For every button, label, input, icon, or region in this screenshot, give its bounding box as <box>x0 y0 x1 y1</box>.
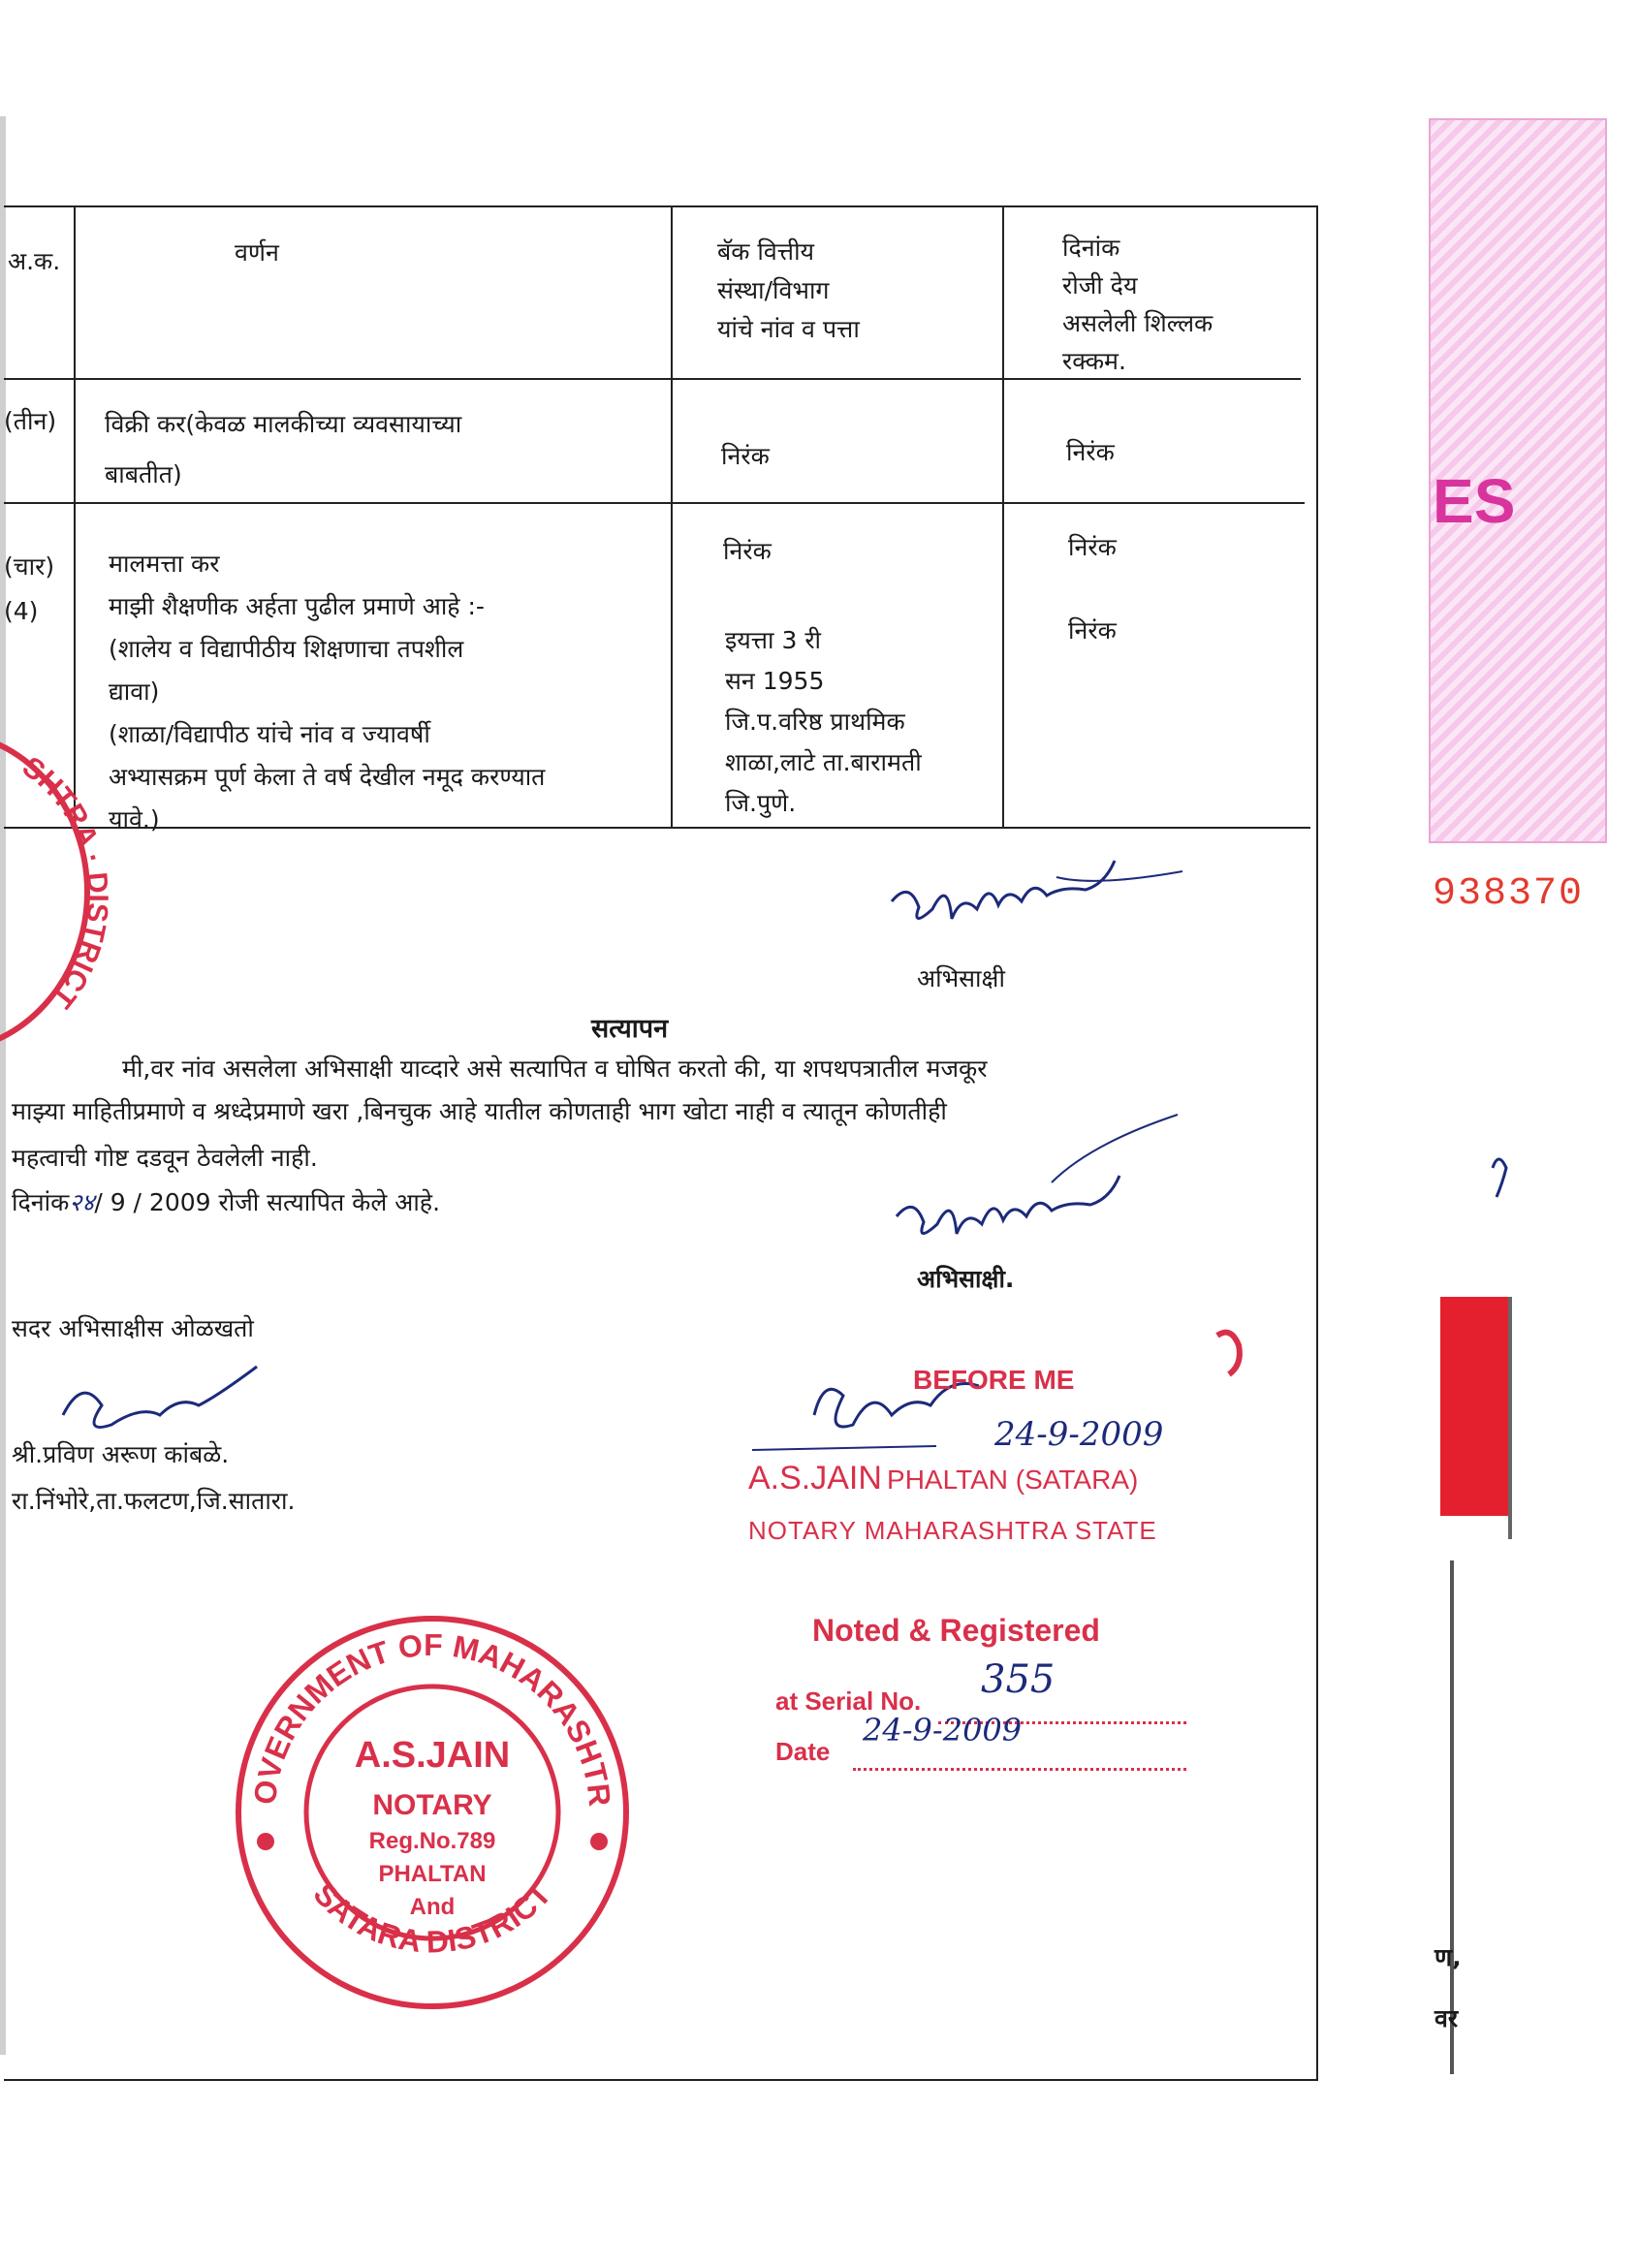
row-bank: निरंक <box>721 442 770 470</box>
verification-line: महत्वाची गोष्ट दडवून ठेवलेली नाही. <box>12 1144 318 1172</box>
side-fragment-2: वर <box>1434 2004 1459 2032</box>
seal-place: PHALTAN <box>378 1861 487 1887</box>
verification-line: मी,वर नांव असलेला अभिसाक्षी याव्दारे असे सत्यापित व घोषित करतो की, या शपथपत्रातील मजकूर <box>122 1055 988 1083</box>
identifier-address: रा.निंभोरे,ता.फलटण,जि.सातारा. <box>12 1487 296 1515</box>
row-amount: निरंक <box>1068 533 1117 561</box>
header-sn: अ.क. <box>8 247 61 275</box>
stamp-paper-number: 938370 <box>1433 872 1585 916</box>
left-seal-fragment <box>0 727 114 1056</box>
seal-outer-bottom: SATARA DISTRICT <box>306 1875 558 1960</box>
date-dotted-line <box>853 1768 1186 1771</box>
side-fragment-1: ण, <box>1434 1943 1462 1971</box>
identifier-signature <box>63 1367 257 1428</box>
before-me-stamp: BEFORE ME <box>913 1365 1075 1395</box>
verification-title: सत्यापन <box>591 1014 669 1044</box>
identifier-name: श्री.प्रविण अरूण कांबळे. <box>12 1440 230 1468</box>
seal-reg: Reg.No.789 <box>368 1828 496 1854</box>
verification-line: माझ्या माहितीप्रमाणे व श्रध्देप्रमाणे खरा ,बिनचुक आहे यातील कोणताही भाग खोटा नाही व त्यातून कोणतीही <box>12 1097 947 1125</box>
header-bank: बॅक वित्तीय संस्था/विभाग यांचे नांव व पत्ता <box>717 237 860 343</box>
row-bank-details: इयत्ता 3 री सन 1955 जि.प.वरिष्ठ प्राथमिक शाळा,लाटे ता.बारामती जि.पुणे. <box>725 626 922 817</box>
seal-and: And <box>409 1894 456 1920</box>
seal-name: A.S.JAIN <box>354 1735 511 1776</box>
round-notary-seal <box>216 1581 636 2016</box>
date-label: Date <box>775 1737 831 1766</box>
deponent-signature-2 <box>897 1176 1119 1234</box>
deponent-label: अभिसाक्षी <box>917 964 1005 992</box>
notary-date-handwritten: 24-9-2009 <box>994 1415 1164 1454</box>
seal-title: NOTARY <box>372 1789 492 1821</box>
row-sn: (चार) (4) <box>4 552 55 625</box>
noted-registered: Noted & Registered <box>812 1613 1100 1648</box>
serial-value: 355 <box>981 1657 1056 1702</box>
row-sn: (तीन) <box>4 407 57 435</box>
row-description: विक्री कर(केवळ मालकीच्या व्यवसायाच्या बाबतीत) <box>105 410 462 488</box>
serial-label: at Serial No. <box>775 1686 922 1716</box>
header-amount: दिनांक रोजी देय असलेली शिल्लक रक्कम. <box>1062 234 1213 375</box>
row-bank: निरंक <box>723 537 772 565</box>
deponent-label-2: अभिसाक्षी. <box>917 1265 1015 1293</box>
row-amount: निरंक <box>1066 438 1115 466</box>
deponent-signature-1 <box>892 861 1115 919</box>
notary-state-line: NOTARY MAHARASHTRA STATE <box>748 1516 1157 1545</box>
left-seal-text: SHTRA · DISTRICT <box>16 750 114 1014</box>
header-description: वर्णन <box>235 238 279 267</box>
row-description: मालमत्ता कर माझी शैक्षणीक अर्हता पुढील प्रमाणे आहे :- (शालेय व विद्यापीठीय शिक्षणाचा तपशील द्यावा) (शाळा/विद्यापीठ यांचे नांव व ज्यावर्षी अभ्यासक्रम पूर्ण केला ते वर्ष देखील नमूद करण्यात यावे.) <box>109 550 546 834</box>
row-amount: निरंक <box>1068 616 1117 645</box>
verification-date: दिनांक२४/ 9 / 2009 रोजी सत्यापित केले आहे. <box>12 1188 441 1216</box>
identifier-intro: सदर अभिसाक्षीस ओळखतो <box>12 1314 254 1342</box>
stamp-paper-text: ES <box>1433 466 1516 536</box>
date-value: 24-9-2009 <box>863 1712 1023 1748</box>
seal-outer-top: GOVERNMENT OF MAHARASHTRA <box>216 1581 618 1809</box>
notary-name-line: A.S.JAIN PHALTAN (SATARA) <box>748 1460 1139 1496</box>
